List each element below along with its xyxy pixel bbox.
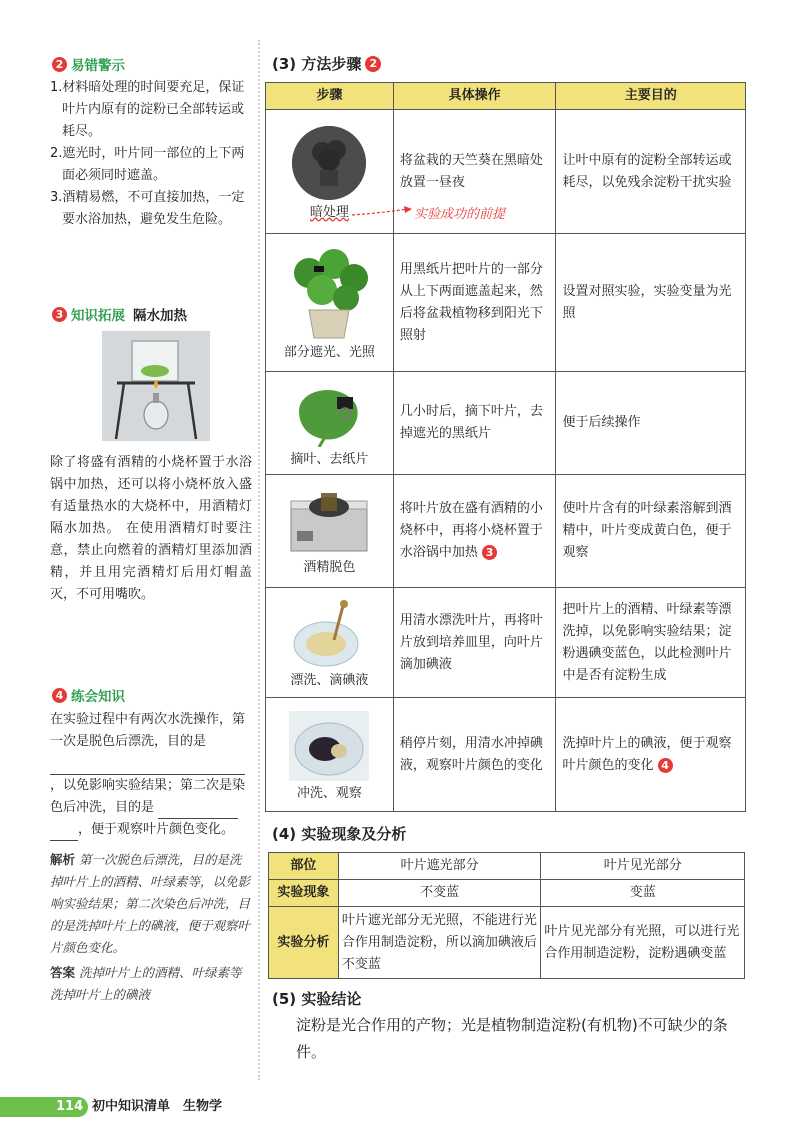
table-row <box>266 475 746 588</box>
op-badge: 3 <box>482 545 497 560</box>
aim-cell <box>556 475 746 588</box>
step-label: 暗处理 <box>309 204 349 220</box>
op-text: 用清水漂洗叶片，再将叶片放到培养皿里，向叶片滴加碘液 <box>399 612 543 672</box>
red-arrow-icon <box>350 203 416 219</box>
conclusion-text: 淀粉是光合作用的产物；光是植物制造淀粉(有机物)不可缺少的条件。 <box>296 1016 728 1061</box>
answer-label: 答案 <box>50 965 76 980</box>
tips-title: 易错警示 <box>71 58 125 74</box>
aim-badge: 4 <box>658 758 673 773</box>
analysis-block <box>50 849 252 959</box>
analysis-label: 解析 <box>50 852 76 867</box>
aim-text: 让叶中原有的淀粉全部转运或耗尽，以免残余淀粉干扰实验 <box>562 152 732 190</box>
tips-item: 3.酒精易燃，不可直接加热，一定要水浴加热，避免发生危险。 <box>50 190 245 227</box>
table-row <box>269 853 745 880</box>
step-cell <box>266 588 394 698</box>
method-header-aim: 主要目的 <box>556 83 746 110</box>
leaf-illustration <box>289 381 369 447</box>
op-cell <box>393 588 556 698</box>
page-number: 114 <box>56 1099 84 1114</box>
petri-dish-photo <box>292 600 366 668</box>
aim-cell <box>556 588 746 698</box>
table-row <box>269 907 745 979</box>
phenomena-cell: 变蓝 <box>541 880 745 907</box>
ext-badge: 3 <box>52 307 67 322</box>
phenomena-header-lit: 叶片见光部分 <box>541 853 745 880</box>
potted-geranium-illustration <box>284 248 374 340</box>
op-cell <box>393 475 556 588</box>
practice-q2: ，以免影响实验结果；第二次是染色后冲洗，目的是 <box>50 778 246 815</box>
stained-leaf-illustration <box>289 711 369 781</box>
phenomena-table <box>268 852 745 979</box>
aim-text: 把叶片上的酒精、叶绿素等漂洗掉，以免影响实验结果；淀粉遇碘变蓝色，以此检测叶片中是否有淀粉生成 <box>562 601 732 683</box>
table-row <box>266 588 746 698</box>
step-label: 漂洗、滴碘液 <box>290 672 369 688</box>
step-label: 冲洗、观察 <box>296 785 362 801</box>
aim-cell <box>556 110 746 234</box>
answer-block <box>50 962 255 1006</box>
practice-q1: 在实验过程中有两次水洗操作，第一次是脱色后漂洗，目的是 <box>50 712 246 749</box>
table-row <box>266 234 746 372</box>
practice-question <box>50 709 252 841</box>
annotation-arrow <box>350 203 416 223</box>
book-title: 初中知识清单 生物学 <box>92 1099 223 1114</box>
aim-text: 洗掉叶片上的碘液，便于观察叶片颜色的变化 <box>562 735 732 773</box>
aim-cell <box>556 698 746 812</box>
ext-text: 除了将盛有酒精的小烧杯置于水浴锅中加热，还可以将小烧杯放入盛有适量热水的大烧杯中，用酒精灯隔水加热。 在使用酒精灯时要注意，禁止向燃着的酒精灯里添加酒精，并且用完酒精灯后用灯帽盖灭，不可用嘴吹。 <box>50 455 252 602</box>
practice-q3: ，便于观察叶片颜色变化。 <box>78 822 235 837</box>
method-header-op: 具体操作 <box>393 83 556 110</box>
method-title: (3) 方法步骤 <box>272 55 362 73</box>
method-badge: 2 <box>365 56 381 72</box>
tips-item: 2.遮光时，叶片同一部位的上下两面必须同时遮盖。 <box>50 146 245 183</box>
tips-header <box>52 54 125 74</box>
plant-in-dark-illustration <box>292 126 366 200</box>
step-label: 酒精脱色 <box>303 560 356 575</box>
aim-text: 使叶片含有的叶绿素溶解到酒精中，叶片变成黄白色，便于观察 <box>562 501 732 560</box>
step-cell <box>266 234 394 372</box>
method-table <box>265 82 746 812</box>
op-text: 稍停片刻，用清水冲掉碘液，观察叶片颜色的变化 <box>399 735 543 773</box>
practice-header <box>52 685 125 705</box>
op-text: 用黑纸片把叶片的一部分从上下两面遮盖起来，然后将盆栽植物移到阳光下照射 <box>399 261 543 343</box>
dark-treatment-photo <box>292 126 366 200</box>
table-row <box>266 698 746 812</box>
water-bath-photo <box>102 331 210 441</box>
analysis-text: 第一次脱色后漂洗，目的是洗掉叶片上的酒精、叶绿素等，以免影响实验结果；第二次染色后冲洗，目的是洗掉叶片上的碘液，便于观察叶片颜色变化。 <box>50 852 251 955</box>
column-divider <box>258 40 260 1080</box>
water-bath-pot-photo <box>287 489 371 555</box>
phenomena-title: (4) 实验现象及分析 <box>272 825 407 843</box>
water-bath-pot-illustration <box>287 489 371 555</box>
method-section-title <box>272 53 381 74</box>
table-row <box>266 372 746 475</box>
ext-title: 知识拓展 <box>71 308 125 324</box>
op-text: 将盆栽的天竺葵在黑暗处放置一昼夜 <box>399 152 543 190</box>
picked-leaf-photo <box>289 381 369 447</box>
op-text: 几小时后，摘下叶片，去掉遮光的黑纸片 <box>399 404 543 441</box>
aim-cell <box>556 372 746 475</box>
phenomena-row-label: 实验现象 <box>269 880 339 907</box>
table-row <box>266 110 746 234</box>
phenomena-cell: 不变蓝 <box>338 880 541 907</box>
petri-dish-illustration <box>292 600 366 668</box>
partial-shade-photo <box>284 248 374 340</box>
phenomena-header-part: 部位 <box>269 853 339 880</box>
ext-header <box>52 304 187 324</box>
stained-leaf-photo <box>289 711 369 781</box>
step-label: 摘叶、去纸片 <box>290 452 369 467</box>
aim-text: 设置对照实验，实验变量为光照 <box>562 283 732 321</box>
practice-title: 练会知识 <box>71 689 125 705</box>
step-cell <box>266 698 394 812</box>
op-cell <box>393 372 556 475</box>
practice-badge: 4 <box>52 688 67 703</box>
step-cell <box>266 372 394 475</box>
conclusion-title: (5) 实验结论 <box>272 990 362 1008</box>
phenomena-cell: 叶片见光部分有光照，可以进行光合作用制造淀粉，淀粉遇碘变蓝 <box>541 907 745 979</box>
phenomena-cell: 叶片遮光部分无光照，不能进行光合作用制造淀粉，所以滴加碘液后不变蓝 <box>338 907 541 979</box>
aim-text: 便于后续操作 <box>562 415 641 430</box>
op-cell <box>393 698 556 812</box>
answer-text: 洗掉叶片上的酒精、叶绿素等 洗掉叶片上的碘液 <box>50 965 255 1002</box>
tips-item: 1.材料暗处理的时间要充足，保证叶片内原有的淀粉已全部转运或耗尽。 <box>50 80 245 139</box>
step-label: 部分遮光、光照 <box>283 344 375 360</box>
op-text: 将叶片放在盛有酒精的小烧杯中，再将小烧杯置于水浴锅中加热 <box>399 501 543 560</box>
annotation-note: 实验成功的前提 <box>414 207 506 222</box>
water-bath-illustration <box>102 331 210 441</box>
step-cell <box>266 475 394 588</box>
tips-list <box>50 77 252 231</box>
aim-cell <box>556 234 746 372</box>
tips-badge: 2 <box>52 57 67 72</box>
method-header-step: 步骤 <box>266 83 394 110</box>
phenomena-row-label: 实验分析 <box>269 907 339 979</box>
phenomena-header-shaded: 叶片遮光部分 <box>338 853 541 880</box>
answer-blank-1[interactable] <box>50 760 245 775</box>
answer-blank-2[interactable] <box>158 804 238 819</box>
table-row <box>269 880 745 907</box>
answer-blank-2b[interactable] <box>50 826 78 841</box>
ext-subtitle: 隔水加热 <box>133 308 187 324</box>
op-cell <box>393 234 556 372</box>
